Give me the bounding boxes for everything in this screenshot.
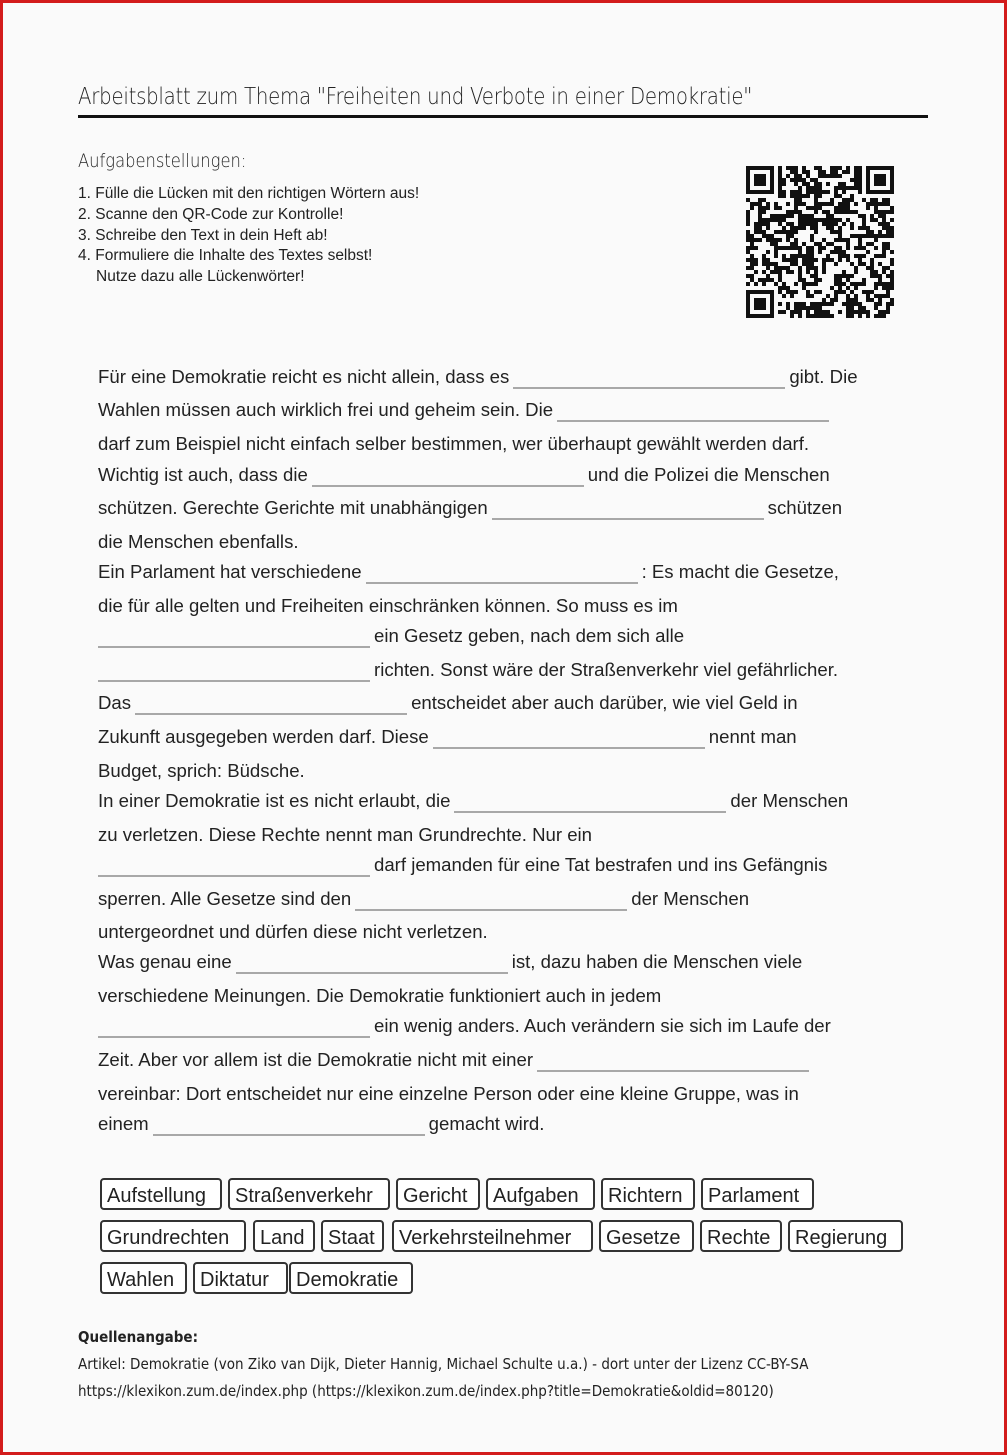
text-line — [98, 884, 749, 914]
word-chip[interactable]: Demokratie — [289, 1262, 413, 1294]
page-title: Arbeitsblatt zum Thema "Freiheiten und Verbote in einer Demokratie" — [78, 84, 753, 110]
blank-field[interactable] — [98, 1018, 370, 1038]
source-line: Artikel: Demokratie (von Ziko van Dijk, Dieter Hannig, Michael Schulte u.a.) - dort unter der Lizenz CC-BY-SA — [78, 1355, 809, 1373]
text-segment: gibt. Die — [789, 366, 858, 387]
text-segment: gemacht wird. — [428, 1113, 545, 1134]
text-line — [98, 722, 797, 752]
text-segment: Wichtig ist auch, dass die — [98, 464, 308, 485]
source-line: https://klexikon.zum.de/index.php (https://klexikon.zum.de/index.php?title=Demokratie&oldid=80120) — [78, 1382, 774, 1400]
text-line — [98, 756, 305, 786]
text-segment: darf jemanden für eine Tat bestrafen und ins Gefängnis — [374, 854, 828, 875]
text-segment: ein Gesetz geben, nach dem sich alle — [374, 625, 685, 646]
text-line — [98, 820, 592, 850]
text-line — [98, 947, 802, 977]
text-segment: verschiedene Meinungen. Die Demokratie funktioniert auch in jedem — [98, 985, 662, 1006]
word-chip[interactable]: Richtern — [601, 1178, 695, 1210]
text-line — [98, 688, 798, 718]
text-segment: schützen. Gerechte Gerichte mit unabhängigen — [98, 497, 488, 518]
text-segment: nennt man — [708, 726, 797, 747]
blank-field[interactable] — [153, 1116, 425, 1136]
title-divider — [78, 115, 928, 118]
text-line — [98, 460, 830, 490]
task-item: 1. Fülle die Lücken mit den richtigen Wörtern aus! — [78, 185, 420, 202]
blank-field[interactable] — [433, 729, 705, 749]
text-line — [98, 621, 684, 651]
qr-code-icon[interactable] — [746, 166, 894, 318]
text-line — [98, 493, 842, 523]
text-line — [98, 591, 678, 621]
word-chip[interactable]: Land — [253, 1220, 315, 1252]
text-line — [98, 1045, 813, 1075]
blank-field[interactable] — [492, 500, 764, 520]
task-item: 2. Scanne den QR-Code zur Kontrolle! — [78, 205, 344, 223]
blank-field[interactable] — [98, 857, 370, 877]
task-item: Nutze dazu alle Lückenwörter! — [96, 268, 305, 286]
text-segment: In einer Demokratie ist es nicht erlaubt, die — [98, 790, 451, 811]
text-line — [98, 1011, 831, 1041]
blank-field[interactable] — [537, 1052, 809, 1072]
text-segment: einem — [98, 1113, 149, 1134]
text-line — [98, 981, 661, 1011]
blank-field[interactable] — [454, 793, 726, 813]
word-chip[interactable]: Verkehrsteilnehmer — [392, 1220, 593, 1252]
word-chip[interactable]: Grundrechten — [100, 1220, 246, 1252]
text-line — [98, 850, 827, 880]
text-segment: Ein Parlament hat verschiedene — [98, 561, 362, 582]
blank-field[interactable] — [366, 564, 638, 584]
source-heading: Quellenangabe: — [78, 1328, 198, 1346]
text-segment: Das — [98, 692, 132, 713]
word-chip[interactable]: Parlament — [701, 1178, 814, 1210]
word-chip[interactable]: Gesetze — [599, 1220, 694, 1252]
blank-field[interactable] — [312, 467, 584, 487]
text-line — [98, 655, 838, 685]
text-segment: Wahlen müssen auch wirklich frei und geheim sein. Die — [98, 399, 554, 420]
text-line — [98, 557, 839, 587]
word-chip[interactable]: Diktatur — [193, 1262, 288, 1294]
text-segment: Zeit. Aber vor allem ist die Demokratie nicht mit einer — [98, 1049, 534, 1070]
task-item: 4. Formuliere die Inhalte des Textes selbst! — [78, 247, 373, 265]
blank-field[interactable] — [557, 402, 829, 422]
text-segment: Budget, sprich: Büdsche. — [98, 760, 305, 781]
text-line — [98, 362, 858, 392]
text-line — [98, 917, 488, 947]
text-segment: die Menschen ebenfalls. — [98, 531, 299, 552]
text-line — [98, 395, 833, 425]
text-line — [98, 786, 848, 816]
text-line — [98, 527, 299, 557]
blank-field[interactable] — [355, 891, 627, 911]
word-chip[interactable]: Gericht — [396, 1178, 480, 1210]
source-section — [78, 1324, 890, 1405]
text-segment: darf zum Beispiel nicht einfach selber bestimmen, wer überhaupt gewählt werden darf. — [98, 433, 810, 454]
task-list — [78, 184, 419, 288]
text-segment: ein wenig anders. Auch verändern sie sich im Laufe der — [374, 1015, 831, 1036]
text-segment: der Menschen — [631, 888, 750, 909]
text-segment: schützen — [767, 497, 843, 518]
text-segment: untergeordnet und dürfen diese nicht verletzen. — [98, 921, 488, 942]
text-segment: der Menschen — [730, 790, 849, 811]
text-segment: vereinbar: Dort entscheidet nur eine einzelne Person oder eine kleine Gruppe, was in — [98, 1083, 799, 1104]
text-segment: entscheidet aber auch darüber, wie viel Geld in — [411, 692, 798, 713]
word-chip[interactable]: Regierung — [788, 1220, 903, 1252]
blank-field[interactable] — [236, 954, 508, 974]
word-chip[interactable]: Straßenverkehr — [228, 1178, 390, 1210]
blank-field[interactable] — [135, 695, 407, 715]
text-segment: Für eine Demokratie reicht es nicht allein, dass es — [98, 366, 510, 387]
blank-field[interactable] — [513, 369, 785, 389]
text-segment: : Es macht die Gesetze, — [641, 561, 839, 582]
text-line — [98, 1109, 544, 1139]
text-line — [98, 1079, 799, 1109]
text-segment: die für alle gelten und Freiheiten einschränken können. So muss es im — [98, 595, 678, 616]
word-chip[interactable]: Staat — [321, 1220, 384, 1252]
text-segment: ist, dazu haben die Menschen viele — [511, 951, 803, 972]
text-segment: richten. Sonst wäre der Straßenverkehr viel gefährlicher. — [374, 659, 839, 680]
blank-field[interactable] — [98, 628, 370, 648]
text-segment: zu verletzen. Diese Rechte nennt man Grundrechte. Nur ein — [98, 824, 593, 845]
task-item: 3. Schreibe den Text in dein Heft ab! — [78, 226, 328, 244]
text-segment: und die Polizei die Menschen — [587, 464, 830, 485]
word-chip[interactable]: Aufstellung — [100, 1178, 222, 1210]
word-chip[interactable]: Wahlen — [100, 1262, 187, 1294]
tasks-heading: Aufgabenstellungen: — [78, 150, 247, 172]
text-segment: sperren. Alle Gesetze sind den — [98, 888, 352, 909]
word-chip[interactable]: Aufgaben — [486, 1178, 595, 1210]
blank-field[interactable] — [98, 662, 370, 682]
text-segment: Was genau eine — [98, 951, 232, 972]
text-line — [98, 429, 809, 459]
text-segment: Zukunft ausgegeben werden darf. Diese — [98, 726, 429, 747]
word-chip[interactable]: Rechte — [700, 1220, 782, 1252]
